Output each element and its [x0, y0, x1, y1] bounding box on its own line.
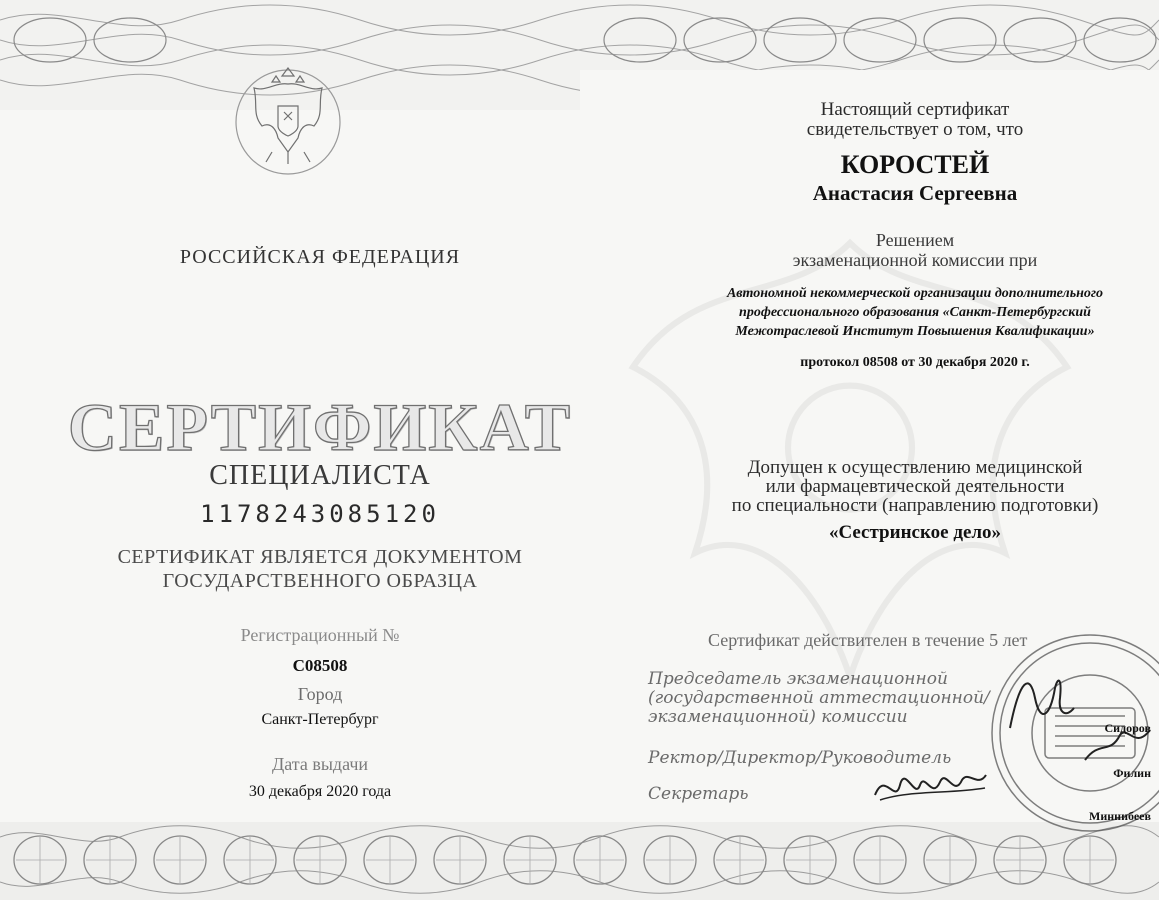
secretary-signature-label: Секретарь: [648, 784, 749, 804]
certificate-title: СЕРТИФИКАТ: [67, 389, 573, 465]
chair-name: Сидоров: [1104, 721, 1151, 735]
guilloche-top-border: [0, 0, 1159, 110]
city-label: Город: [297, 684, 343, 704]
org-line-2: профессионального образования «Санкт-Петербургский: [739, 305, 1091, 320]
city-value: Санкт-Петербург: [261, 711, 379, 728]
organization-name: [680, 284, 1150, 341]
rector-handwritten-signature: [870, 760, 990, 810]
org-line-3: Межотраслевой Институт Повышения Квалификации»: [735, 324, 1095, 339]
org-line-1: Автономной некоммерческой организации дополнительного: [726, 286, 1104, 301]
state-document-line-2: ГОСУДАРСТВЕННОГО ОБРАЗЦА: [162, 570, 478, 592]
coat-of-arms-icon: [232, 48, 344, 188]
country-name: РОССИЙСКАЯ ФЕДЕРАЦИЯ: [179, 246, 461, 268]
validity-statement: Сертификат действителен в течение 5 лет: [708, 630, 1028, 650]
certificate-intro: [680, 100, 1150, 140]
issue-date-label: Дата выдачи: [271, 754, 369, 774]
specialty-name: «Сестринское дело»: [828, 522, 1002, 543]
chair-handwritten-signature: [1000, 668, 1080, 738]
admitted-line-2: или фармацевтической деятельности: [765, 476, 1065, 497]
certificate-number: 1178243085120: [200, 500, 440, 528]
rector-name: Филин: [1113, 766, 1151, 780]
intro-line-2: свидетельствует о том, что: [806, 119, 1024, 140]
chair-line-3: экзаменационной) комиссии: [648, 707, 908, 727]
holder-surname: КОРОСТЕЙ: [840, 150, 990, 179]
chair-signature-label: [648, 670, 990, 727]
protocol-reference: протокол 08508 от 30 декабря 2020 г.: [800, 355, 1030, 370]
certificate-subtitle: СПЕЦИАЛИСТА: [209, 460, 431, 491]
secretary-name: Миннибеев: [1089, 809, 1151, 823]
decision-line-1: Решением: [875, 230, 955, 250]
rector-signature-label: Ректор/Директор/Руководитель: [648, 748, 952, 768]
intro-line-1: Настоящий сертификат: [820, 99, 1010, 120]
registration-value: С08508: [292, 656, 348, 675]
holder-given-names: Анастасия Сергеевна: [812, 181, 1018, 205]
chair-line-2: (государственной аттестационной/: [648, 688, 990, 708]
issue-date-value: 30 декабря 2020 года: [248, 783, 392, 800]
commission-decision: [680, 230, 1150, 270]
admitted-line-3: по специальности (направлению подготовки): [731, 495, 1099, 516]
state-document-notice: [60, 545, 580, 593]
decision-line-2: экзаменационной комиссии при: [792, 250, 1038, 270]
chair-line-1: Председатель экзаменационной: [648, 669, 948, 689]
registration-label: Регистрационный №: [240, 625, 400, 645]
state-document-line-1: СЕРТИФИКАТ ЯВЛЯЕТСЯ ДОКУМЕНТОМ: [117, 546, 523, 568]
admitted-line-1: Допущен к осуществлению медицинской: [747, 457, 1083, 478]
admission-statement: [680, 458, 1150, 515]
